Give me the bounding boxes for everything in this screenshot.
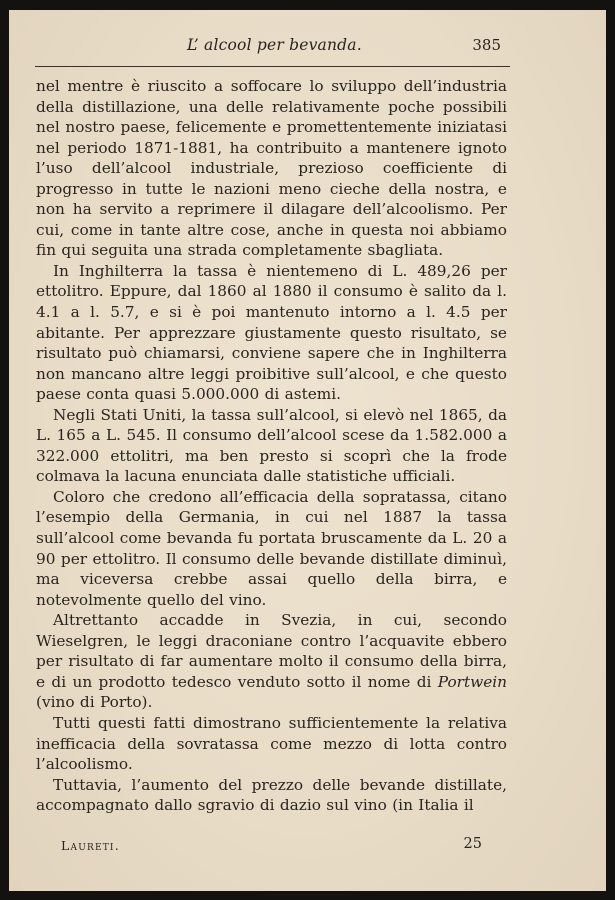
paragraph-p3 [36, 405, 507, 487]
running-head [9, 34, 606, 58]
paragraph-text: Tuttavia, l’aumento del prezzo delle bevande distillate, accompagnato dallo sgravio di dazio sul vino (in Italia il [36, 775, 507, 815]
italic-term: Portwein [437, 672, 507, 691]
body-text [36, 76, 507, 816]
paragraph-p5 [36, 610, 507, 713]
paragraph-text: Coloro che credono all’efficacia della sopratassa, citano l’esempio della Germania, in cui nel 1887 la tassa sull’alcool come bevanda fu portata bruscamente da L. 20 a 90 per ettolitro. Il consumo delle bevande distillate diminuì, ma viceversa crebbe assai quello della birra, e notevolmente quello del vino. [36, 487, 507, 609]
printer-signature: Laureti. [61, 838, 120, 853]
paragraph-text: Altrettanto accadde in Svezia, in cui, secondo Wieselgren, le leggi draconiane contro l’acquavite ebbero per risultato di far aumentare molto il consumo della birra, e di un prodotto tedesco venduto sotto il nome di [36, 611, 507, 691]
paragraph-p7 [36, 775, 507, 816]
page-footer [9, 836, 606, 858]
book-page [9, 10, 606, 891]
paragraph-p2 [36, 261, 507, 405]
paragraph-p6 [36, 713, 507, 775]
paragraph-p1 [36, 76, 507, 261]
running-title: L’ alcool per bevanda. [187, 36, 362, 54]
paragraph-text: In Inghilterra la tassa è nientemeno di L. 489,26 per ettolitro. Eppure, dal 1860 al 1880 il consumo è salito da l. 4.1 a l. 5.7, e si è poi mantenuto intorno a l. 4.5 per abitante. Per apprezzare giustamente questo risultato, se risultato può chiamarsi, conviene sapere che in Inghilterra non mancano altre leggi proibitive sull’alcool, e che questo paese conta quasi 5.000.000 di astemi. [36, 261, 507, 404]
signature-number: 25 [463, 836, 482, 852]
paragraph-p4 [36, 487, 507, 610]
paragraph-text: nel mentre è riuscito a soffocare lo sviluppo dell’industria della distillazione, una delle relativamente poche possibili nel nostro paese, felicemente e promettentemente iniziatasi nel periodo 1871-1881, ha contribuito a mantenere ignoto l’uso dell’alcool industriale, prezioso coefficiente di progresso in tutte le nazioni meno cieche della nostra, e non ha servito a reprimere il dilagare dell’alcoolismo. Per cui, come in tante altre cose, anche in questa noi abbiamo fin qui seguita una strada completamente sbagliata. [36, 77, 507, 260]
paragraph-text: (vino di Porto). [36, 693, 153, 712]
paragraph-text: Tutti questi fatti dimostrano sufficientemente la relativa inefficacia della sovratassa come mezzo di lotta contro l’alcoolismo. [36, 713, 507, 774]
paragraph-text: Negli Stati Uniti, la tassa sull’alcool, si elevò nel 1865, da L. 165 a L. 545. Il consumo dell’alcool scese da 1.582.000 a 322.000 ettolitri, ma ben presto si scoprì che la frode colmava la lacuna enunciata dalle statistiche ufficiali. [36, 405, 507, 486]
page-number: 385 [472, 36, 501, 54]
header-rule [35, 66, 510, 67]
